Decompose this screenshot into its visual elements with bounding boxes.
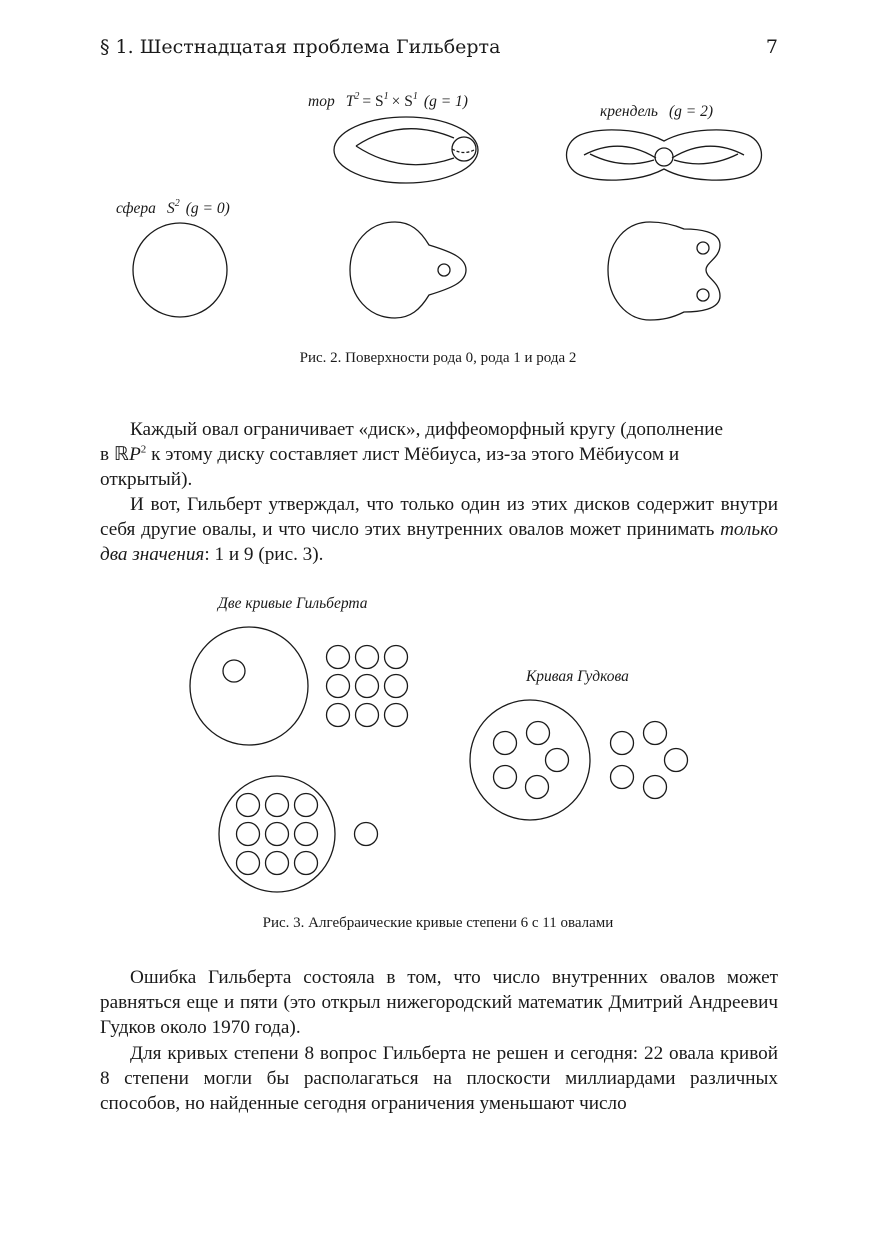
pretzel-drawing — [567, 130, 762, 180]
figure-3-caption: Рис. 3. Алгебраические кривые степени 6 с 11 овалами — [262, 915, 614, 931]
figure-2 — [0, 80, 876, 330]
paragraph-1-line-1: Каждый овал ограничивает «диск», диффеоморфный кругу (дополнение — [130, 419, 723, 440]
genus-2-disk — [608, 222, 720, 320]
torus-label: тор $T^2 = S^1 \times S^1$ (g = 1) — [308, 91, 468, 110]
pretzel-label: крендель (g = 2) — [600, 103, 714, 120]
sphere-label: сфера $S^2$ (g = 0) — [116, 198, 230, 217]
figure-3-drawing — [0, 585, 876, 905]
genus-1-disk — [350, 222, 466, 318]
paragraph-1-line-3: открытый). — [100, 469, 193, 490]
page-number: 7 — [765, 36, 778, 58]
section-title: § 1. Шестнадцатая проблема Гильберта — [100, 36, 501, 58]
paragraph-3: Ошибка Гильберта состояла в том, что число внутренних овалов может равняться еще и пяти (это открыл нижегородский математик Дмитрий Андреевич Гудков около 1970 года). — [100, 967, 778, 1038]
figure-3 — [0, 585, 876, 905]
paragraph-1-line-2: в ℝP$^2$ к этому диску составляет лист Мёбиуса, из-за этого Мёбиусом и — [100, 443, 680, 465]
gudkov-curve — [470, 700, 688, 820]
paragraph-1 — [100, 417, 778, 492]
hilbert-curve-2 — [219, 776, 378, 892]
outer-ovals-grid — [327, 646, 408, 727]
gudkov-curve-label: Кривая Гудкова — [526, 668, 629, 685]
hilbert-curve-1 — [190, 627, 408, 745]
genus-0-disk — [133, 223, 227, 317]
figure-2-caption: Рис. 2. Поверхности рода 0, рода 1 и рода 2 — [299, 350, 577, 366]
running-header — [100, 36, 778, 60]
paragraph-4: Для кривых степени 8 вопрос Гильберта не решен и сегодня: 22 овала кривой 8 степени могли бы располагаться на плоскости миллиардами различных способов, но найденные сегодня ограничения уменьшают число — [100, 1043, 778, 1114]
paragraph-2: И вот, Гильберт утверждал, что только один из этих дисков содержит внутри себя другие овалы, и что число этих внутренних овалов может принимать только два значения: 1 и 9 (рис. 3). — [100, 494, 778, 565]
hilbert-curves-label: Две кривые Гильберта — [218, 595, 368, 612]
emphasis-two-values: только два значения — [100, 519, 778, 565]
torus-drawing — [334, 117, 478, 183]
figure-2-drawing — [0, 80, 876, 330]
